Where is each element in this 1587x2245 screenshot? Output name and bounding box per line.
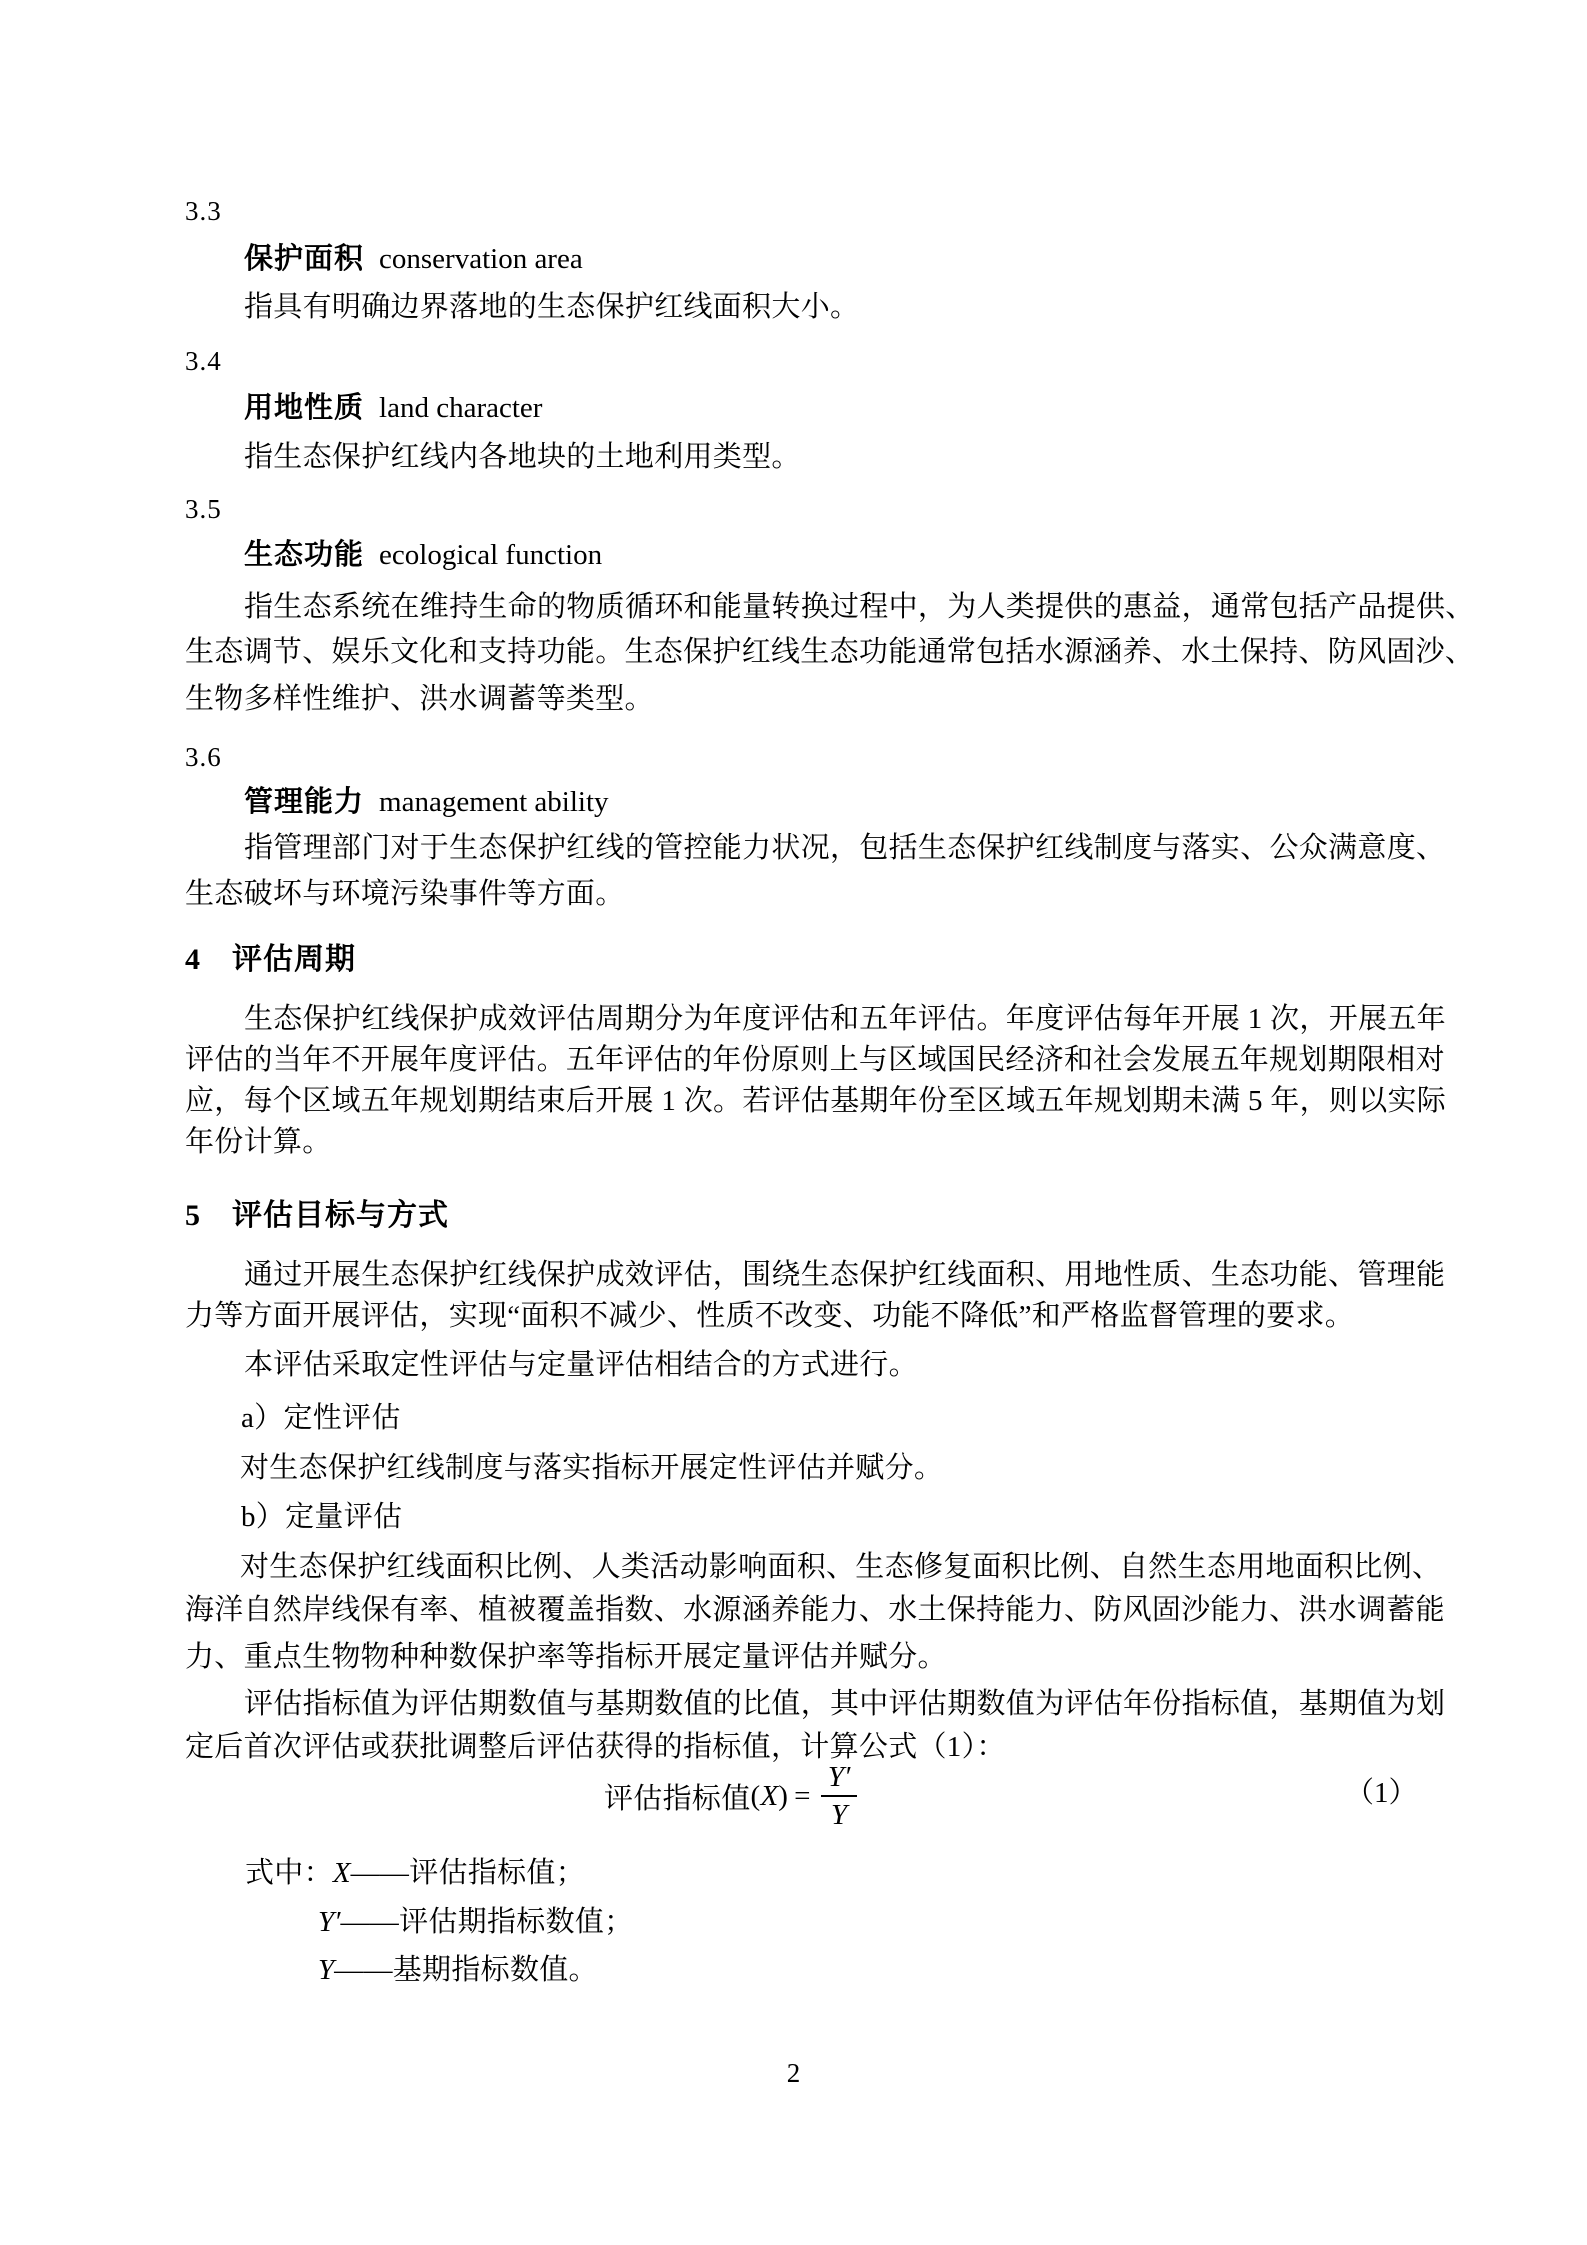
section-number: 4 xyxy=(185,943,200,976)
term-en: ecological function xyxy=(379,539,603,571)
paragraph-line: 本评估采取定性评估与定量评估相结合的方式进行。 xyxy=(244,1349,918,1381)
where-desc: ——评估指标值； xyxy=(350,1857,586,1889)
paragraph-line: 生态保护红线保护成效评估周期分为年度评估和五年评估。年度评估每年开展 1 次，开展五年 xyxy=(244,1003,1446,1035)
term-zh: 用地性质 xyxy=(244,392,365,424)
clause-number-3-5: 3.5 xyxy=(185,494,222,524)
term-definition-line: 指管理部门对于生态保护红线的管控能力状况，包括生态保护红线制度与落实、公众满意度、 xyxy=(244,832,1446,864)
term-definition-line: 生态破坏与环境污染事件等方面。 xyxy=(185,878,625,910)
section-heading-5 xyxy=(185,1199,449,1234)
section-heading-4 xyxy=(185,943,356,978)
where-line-x xyxy=(245,1857,585,1890)
fraction-denominator: Y xyxy=(831,1799,848,1832)
where-symbol: X xyxy=(332,1857,351,1889)
term-en: land character xyxy=(379,392,543,424)
term-heading-3-5 xyxy=(244,539,602,572)
formula-equals: = xyxy=(794,1779,811,1812)
list-item-a: a）定性评估 xyxy=(241,1402,401,1434)
paragraph-line: 海洋自然岸线保有率、植被覆盖指数、水源涵养能力、水土保持能力、防风固沙能力、洪水调蓄能 xyxy=(185,1594,1445,1626)
term-definition-line: 生态调节、娱乐文化和支持功能。生态保护红线生态功能通常包括水源涵养、水土保持、防风固沙、 xyxy=(185,636,1475,668)
paragraph-line: 对生态保护红线面积比例、人类活动影响面积、生态修复面积比例、自然生态用地面积比例、 xyxy=(240,1551,1442,1583)
where-symbol: Y′ xyxy=(318,1906,341,1938)
where-symbol: Y xyxy=(318,1954,335,1986)
term-zh: 保护面积 xyxy=(244,243,365,275)
clause-number-3-6: 3.6 xyxy=(185,742,222,772)
paragraph-line: 通过开展生态保护红线保护成效评估，围绕生态保护红线面积、用地性质、生态功能、管理能 xyxy=(244,1259,1446,1291)
where-desc: ——评估期指标数值； xyxy=(340,1906,634,1938)
paragraph-line: 定后首次评估或获批调整后评估获得的指标值，计算公式（1）： xyxy=(185,1731,1006,1763)
list-item-b: b）定量评估 xyxy=(241,1501,403,1533)
where-line-y-prime xyxy=(318,1906,634,1939)
formula-variable-x: X xyxy=(760,1779,779,1812)
paragraph-line: 应，每个区域五年规划期结束后开展 1 次。若评估基期年份至区域五年规划期未满 5 年，则以实际 xyxy=(185,1085,1447,1117)
term-zh: 生态功能 xyxy=(244,539,365,571)
clause-number-3-4: 3.4 xyxy=(185,346,222,376)
formula-rparen: ) xyxy=(778,1779,789,1812)
formula-number: （1） xyxy=(1345,1777,1418,1809)
formula-label: 评估指标值 xyxy=(604,1782,751,1815)
section-title: 评估周期 xyxy=(232,943,356,976)
term-definition-line: 生物多样性维护、洪水调蓄等类型。 xyxy=(185,683,654,715)
term-en: management ability xyxy=(379,786,609,818)
paragraph-line: 年份计算。 xyxy=(185,1126,332,1158)
where-line-y xyxy=(318,1954,598,1987)
term-heading-3-4 xyxy=(244,392,542,425)
where-desc: ——基期指标数值。 xyxy=(334,1954,598,1986)
section-number: 5 xyxy=(185,1199,200,1232)
term-definition-line: 指生态系统在维持生命的物质循环和能量转换过程中，为人类提供的惠益，通常包括产品提供、 xyxy=(244,591,1475,623)
clause-number-3-3: 3.3 xyxy=(185,196,222,226)
fraction xyxy=(821,1762,857,1831)
formula-lparen: ( xyxy=(750,1779,761,1812)
term-definition-line: 指具有明确边界落地的生态保护红线面积大小。 xyxy=(244,291,860,323)
fraction-numerator: Y′ xyxy=(821,1762,857,1797)
page-number: 2 xyxy=(786,2058,801,2088)
term-heading-3-6 xyxy=(244,786,609,819)
term-zh: 管理能力 xyxy=(244,786,365,818)
paragraph-line: 评估指标值为评估期数值与基期数值的比值，其中评估期数值为评估年份指标值，基期值为划 xyxy=(244,1688,1446,1720)
paragraph-line: 对生态保护红线制度与落实指标开展定性评估并赋分。 xyxy=(240,1452,944,1484)
paragraph-line: 评估的当年不开展年度评估。五年评估的年份原则上与区域国民经济和社会发展五年规划期限相对 xyxy=(185,1044,1445,1076)
term-definition-line: 指生态保护红线内各地块的土地利用类型。 xyxy=(244,441,801,473)
formula xyxy=(604,1762,857,1831)
paragraph-line: 力、重点生物物种种数保护率等指标开展定量评估并赋分。 xyxy=(185,1641,947,1673)
paragraph-line: 力等方面开展评估，实现“面积不减少、性质不改变、功能不降低”和严格监督管理的要求。 xyxy=(185,1300,1355,1332)
where-intro: 式中： xyxy=(245,1857,333,1889)
term-en: conservation area xyxy=(379,243,583,275)
section-title: 评估目标与方式 xyxy=(232,1199,449,1232)
term-heading-3-3 xyxy=(244,243,583,276)
